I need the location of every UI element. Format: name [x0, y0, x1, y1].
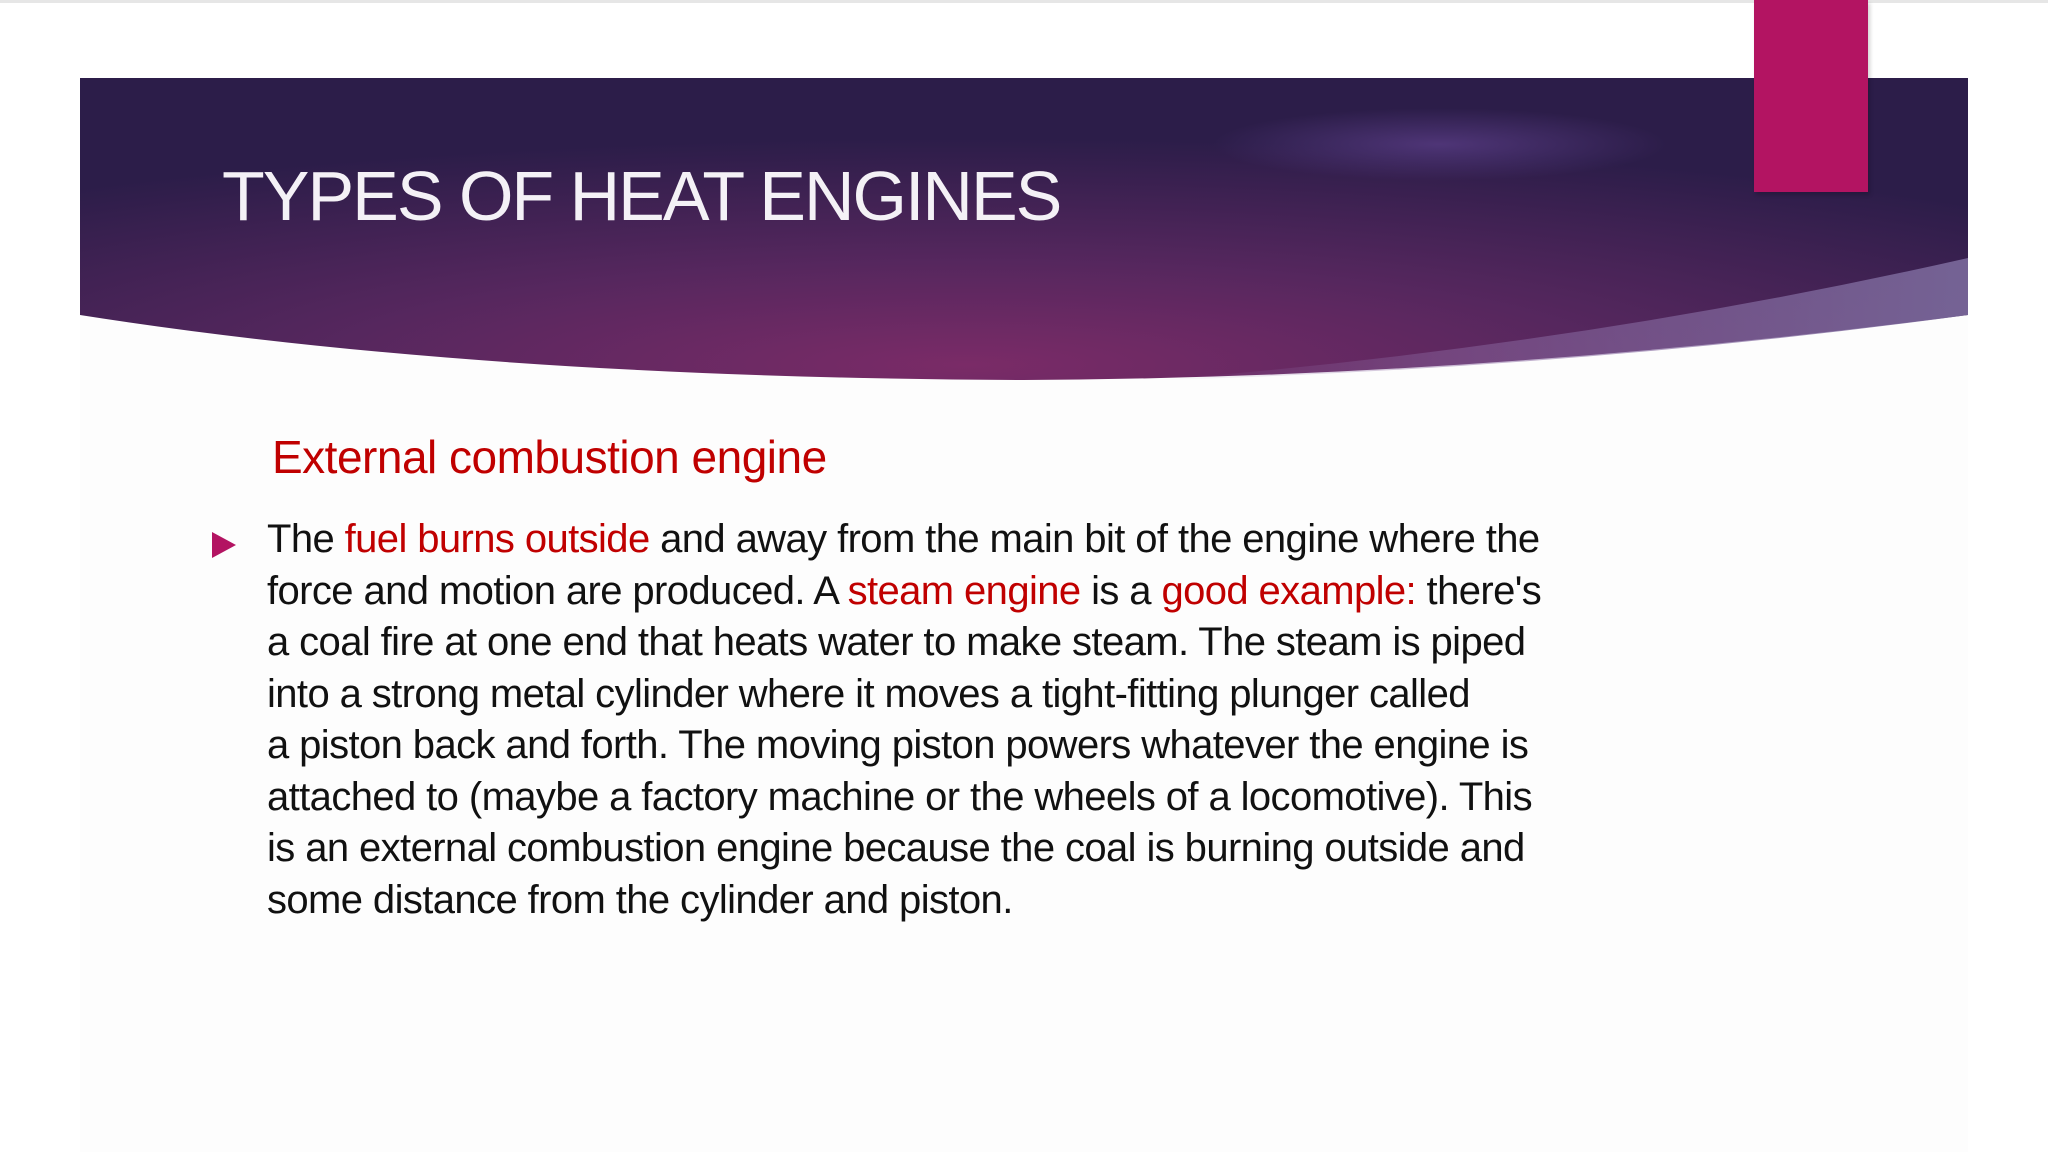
paragraph-line	[267, 617, 1687, 669]
text-run: and away from the main bit of the engine where the	[649, 517, 1540, 561]
paragraph-line	[267, 772, 1687, 824]
text-run: force and motion are produced. A	[267, 568, 848, 613]
text-run: is a	[1080, 568, 1162, 613]
slide-subheading: External combustion engine	[272, 431, 827, 483]
text-run: The	[267, 517, 345, 561]
text-run: a coal fire at one end that heats water to make steam. The steam is piped	[267, 620, 1526, 664]
accent-tab	[1754, 0, 1868, 192]
paragraph-line	[267, 720, 1687, 772]
text-run: there's	[1416, 568, 1542, 613]
highlighted-phrase: steam engine	[847, 568, 1081, 613]
bullet-paragraph	[267, 514, 1687, 926]
text-run: into a strong metal cylinder where it moves a tight-fitting plunger called	[267, 671, 1470, 716]
paragraph-line	[267, 823, 1687, 875]
bullet-arrow-icon	[212, 532, 236, 558]
top-divider	[0, 0, 2048, 3]
text-run: a piston back and forth. The moving piston powers whatever the engine is	[267, 723, 1529, 767]
highlighted-phrase: fuel burns outside	[344, 517, 650, 561]
paragraph-line	[267, 875, 1687, 927]
slide-title: TYPES OF HEAT ENGINES	[222, 157, 1061, 235]
highlighted-phrase: good example:	[1161, 568, 1417, 613]
paragraph-line	[267, 669, 1687, 721]
paragraph-line	[267, 566, 1687, 618]
text-run: is an external combustion engine because the coal is burning outside and	[267, 826, 1525, 870]
text-run: attached to (maybe a factory machine or the wheels of a locomotive). This	[267, 774, 1532, 819]
text-run: some distance from the cylinder and piston.	[267, 877, 1013, 922]
paragraph-line	[267, 514, 1687, 566]
